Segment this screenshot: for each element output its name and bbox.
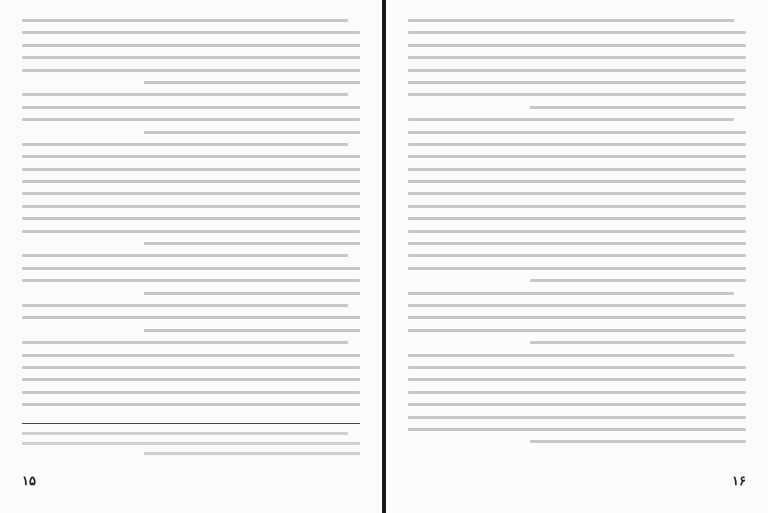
footnote-rule xyxy=(22,423,360,424)
text-line-placeholder xyxy=(22,163,360,175)
right-page-number: ۱۶ xyxy=(732,474,746,489)
text-line-placeholder xyxy=(408,88,746,100)
text-line-placeholder xyxy=(22,64,360,76)
text-line-placeholder xyxy=(408,324,746,336)
text-line-placeholder xyxy=(22,175,360,187)
text-line-placeholder xyxy=(22,39,360,51)
text-line-placeholder xyxy=(408,26,746,38)
text-line-placeholder xyxy=(22,26,360,38)
text-line-placeholder xyxy=(22,311,360,323)
text-line-placeholder xyxy=(22,428,360,438)
text-line-placeholder xyxy=(22,51,360,63)
text-line-placeholder xyxy=(22,299,360,311)
text-line-placeholder xyxy=(408,287,746,299)
text-line-placeholder xyxy=(408,150,746,162)
text-line-placeholder xyxy=(22,225,360,237)
text-line-placeholder xyxy=(408,163,746,175)
left-page-footnote xyxy=(22,428,360,466)
text-line-placeholder xyxy=(22,438,360,448)
text-line-placeholder xyxy=(408,187,746,199)
text-line-placeholder xyxy=(22,274,360,286)
text-line-placeholder xyxy=(22,336,360,348)
text-line-placeholder xyxy=(408,64,746,76)
text-line-placeholder xyxy=(408,336,746,348)
text-line-placeholder xyxy=(22,386,360,398)
text-line-placeholder xyxy=(408,373,746,385)
text-line-placeholder xyxy=(22,262,360,274)
text-line-placeholder xyxy=(408,423,746,435)
right-page-body xyxy=(408,14,746,458)
left-page xyxy=(0,0,382,513)
text-line-placeholder xyxy=(408,225,746,237)
text-line-placeholder xyxy=(408,249,746,261)
text-line-placeholder xyxy=(22,76,360,88)
text-line-placeholder xyxy=(408,175,746,187)
text-line-placeholder xyxy=(408,262,746,274)
text-line-placeholder xyxy=(22,349,360,361)
text-line-placeholder xyxy=(408,349,746,361)
text-line-placeholder xyxy=(408,237,746,249)
text-line-placeholder xyxy=(22,113,360,125)
text-line-placeholder xyxy=(22,448,360,458)
text-line-placeholder xyxy=(408,14,746,26)
text-line-placeholder xyxy=(408,274,746,286)
left-page-body xyxy=(22,14,360,418)
text-line-placeholder xyxy=(22,287,360,299)
text-line-placeholder xyxy=(22,398,360,410)
text-line-placeholder xyxy=(22,88,360,100)
text-line-placeholder xyxy=(408,361,746,373)
text-line-placeholder xyxy=(408,39,746,51)
left-page-number: ۱۵ xyxy=(22,474,36,489)
text-line-placeholder xyxy=(408,76,746,88)
text-line-placeholder xyxy=(408,311,746,323)
text-line-placeholder xyxy=(22,200,360,212)
text-line-placeholder xyxy=(408,51,746,63)
text-line-placeholder xyxy=(22,150,360,162)
right-page xyxy=(386,0,768,513)
text-line-placeholder xyxy=(22,324,360,336)
text-line-placeholder xyxy=(408,126,746,138)
text-line-placeholder xyxy=(22,126,360,138)
text-line-placeholder xyxy=(408,138,746,150)
text-line-placeholder xyxy=(22,373,360,385)
text-line-placeholder xyxy=(408,212,746,224)
text-line-placeholder xyxy=(22,212,360,224)
text-line-placeholder xyxy=(22,237,360,249)
text-line-placeholder xyxy=(22,138,360,150)
text-line-placeholder xyxy=(22,101,360,113)
text-line-placeholder xyxy=(408,200,746,212)
text-line-placeholder xyxy=(22,187,360,199)
text-line-placeholder xyxy=(408,398,746,410)
text-line-placeholder xyxy=(22,249,360,261)
text-line-placeholder xyxy=(22,14,360,26)
text-line-placeholder xyxy=(22,361,360,373)
text-line-placeholder xyxy=(408,101,746,113)
text-line-placeholder xyxy=(408,299,746,311)
text-line-placeholder xyxy=(408,411,746,423)
text-line-placeholder xyxy=(408,386,746,398)
text-line-placeholder xyxy=(408,113,746,125)
text-line-placeholder xyxy=(408,435,746,447)
